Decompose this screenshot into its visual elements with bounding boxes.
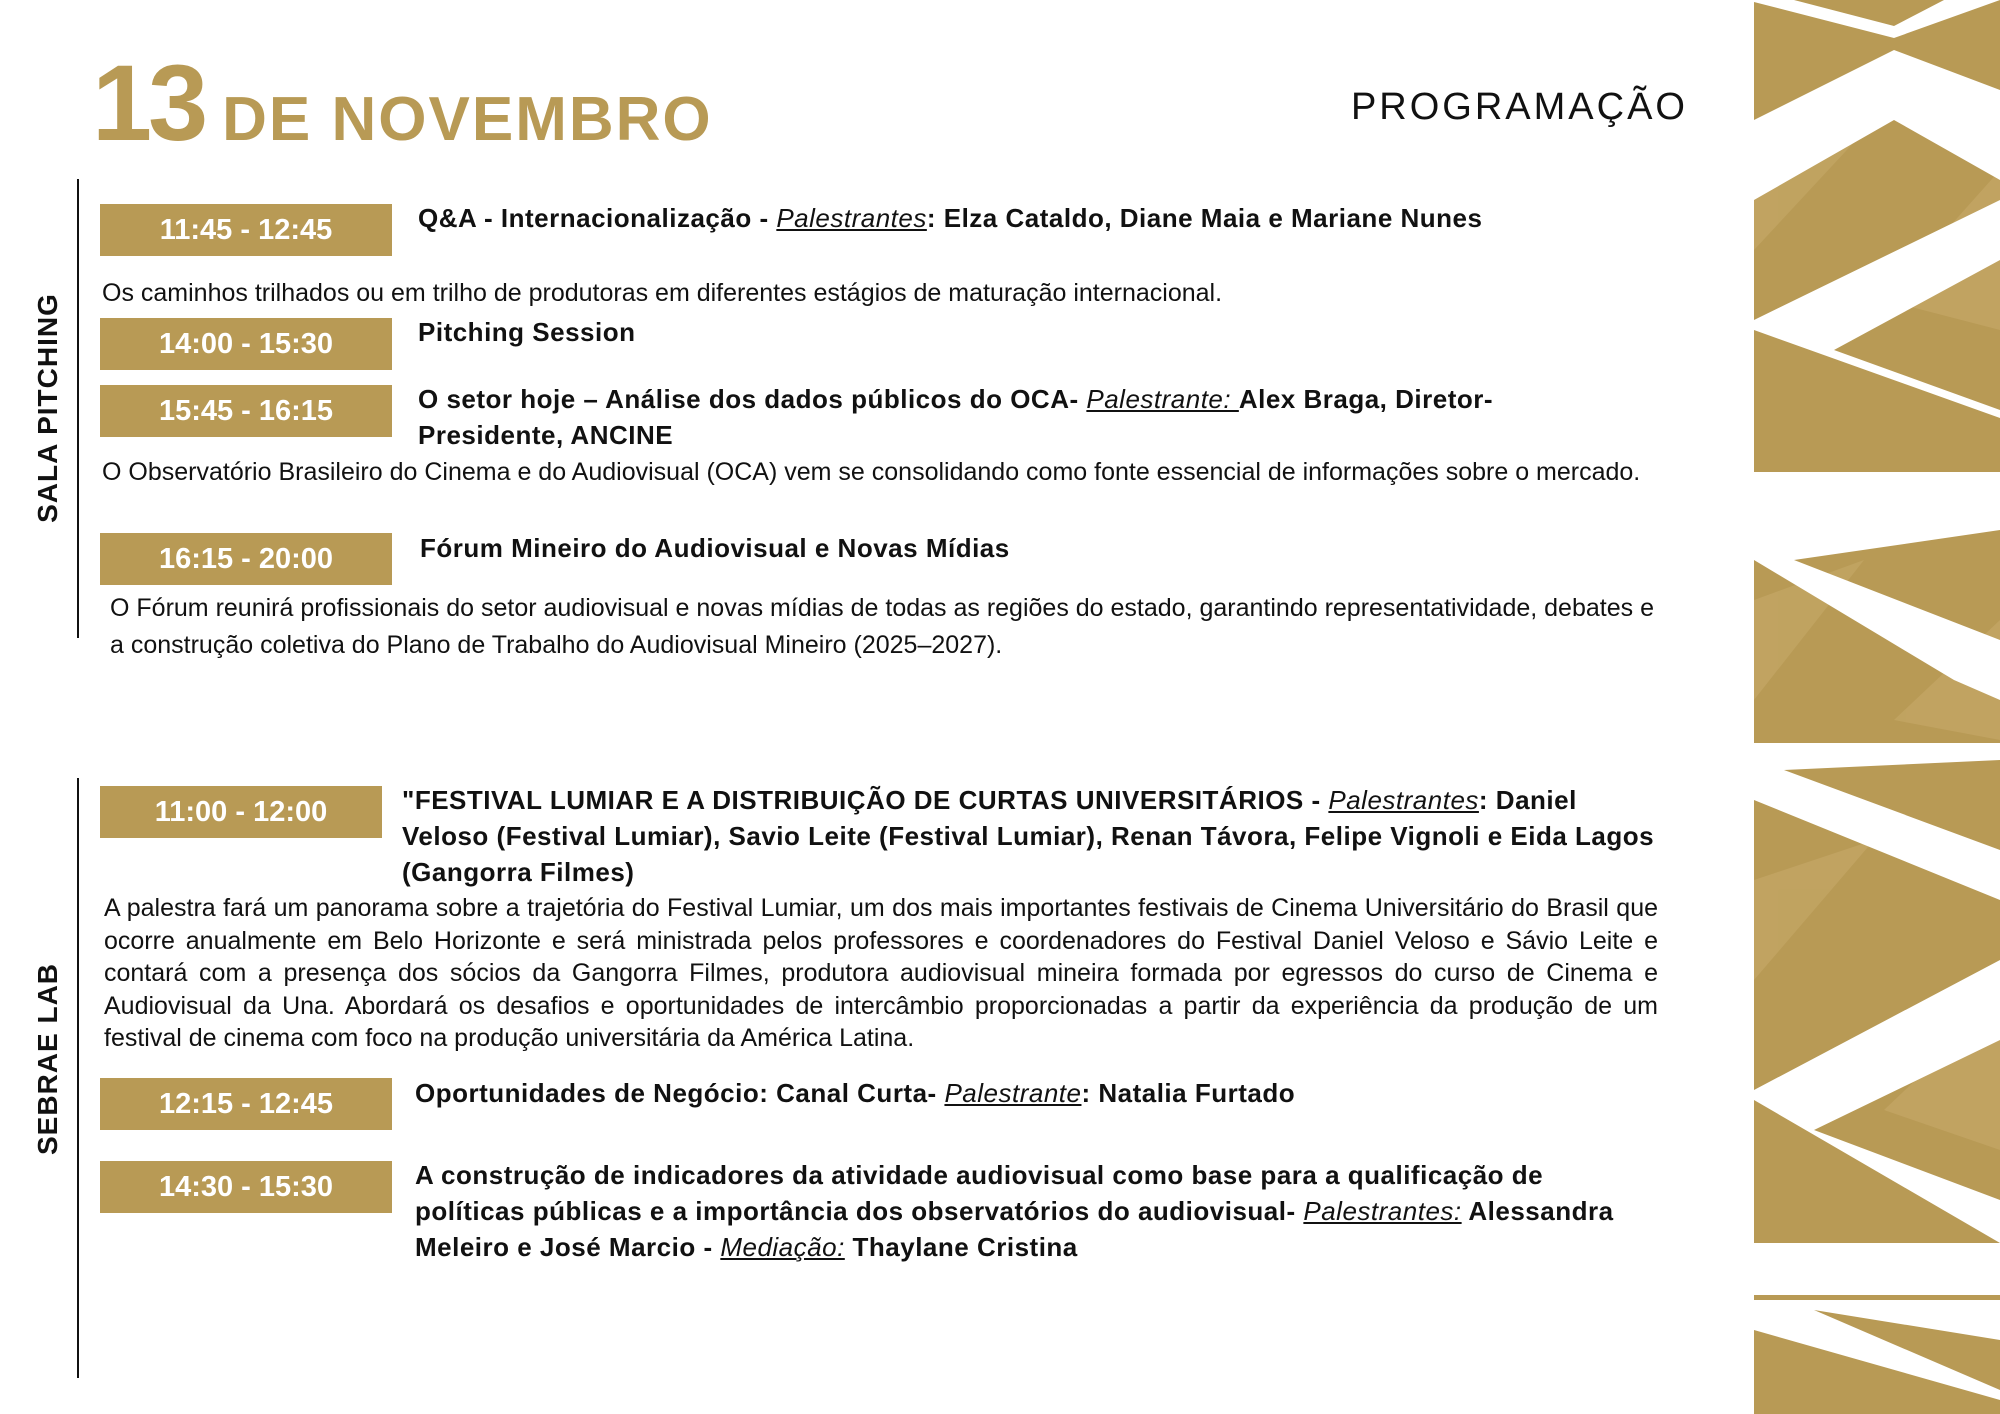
decorative-pattern — [1754, 0, 2000, 1414]
room-divider-line — [77, 778, 79, 1378]
speakers-names: : Natalia Furtado — [1081, 1078, 1296, 1108]
section-title: PROGRAMAÇÃO — [1350, 86, 1688, 128]
event-title — [415, 1157, 1645, 1265]
event-title: Fórum Mineiro do Audiovisual e Novas Mídias — [420, 533, 1010, 563]
event-title: Pitching Session — [418, 317, 636, 347]
mediator-name: Thaylane Cristina — [844, 1232, 1078, 1262]
time-slot: 16:15 - 20:00 — [100, 533, 392, 585]
speakers-names: : Daniel Veloso (Festival Lumiar), Savio Leite (Festival Lumiar), Renan Távora, Felipe Vignoli e Eida Lagos (Gangorra Filmes) — [402, 785, 1655, 887]
event-title — [402, 782, 1658, 890]
event-title — [418, 381, 1588, 453]
time-slot: 12:15 - 12:45 — [100, 1078, 392, 1130]
speakers-names: Alex Braga, Diretor-Presidente, ANCINE — [418, 384, 1494, 450]
event-title-text: Oportunidades de Negócio: Canal Curta- — [415, 1078, 945, 1108]
event-title — [415, 1075, 1655, 1111]
event-title-text: A construção de indicadores da atividade audiovisual como base para a qualificação de políticas públicas e a importância dos observatórios do audiovisual- — [415, 1160, 1544, 1226]
speakers-names: Alessandra Meleiro e José Marcio - — [415, 1196, 1614, 1262]
room-label-sala-pitching: SALA PITCHING — [32, 293, 63, 523]
speakers-label: Palestrantes — [776, 203, 927, 233]
speakers-label: Palestrante — [944, 1078, 1082, 1108]
speakers-label: Palestrantes — [1328, 785, 1479, 815]
event-description: A palestra fará um panorama sobre a trajetória do Festival Lumiar, um dos mais importantes festivais de Cinema Universitário do Brasil que ocorre anualmente em Belo Horizonte e será ministrada pelos professores e coordenadores do Festival Daniel Veloso e Sávio Leite e contará com a presença dos sócios da Gangorra Filmes, produtora audiovisual mineira formada por egressos do curso de Cinema e Audiovisual da Una. Abordará os desafios e oportunidades de intercâmbio proporcionadas a partir da experiência da produção de um festival de cinema com foco na produção universitária da América Latina. — [104, 894, 1658, 1052]
time-slot: 15:45 - 16:15 — [100, 385, 392, 437]
event-title — [418, 200, 1658, 236]
day-number: 13 — [92, 42, 205, 163]
event-description: O Fórum reunirá profissionais do setor audiovisual e novas mídias de todas as regiões do estado, garantindo representatividade, debates e a construção coletiva do Plano de Trabalho do Audiovisual Mineiro (2025–2027). — [110, 594, 1654, 659]
speakers-names: : Elza Cataldo, Diane Maia e Mariane Nunes — [926, 203, 1483, 233]
speakers-label: Palestrante: — [1086, 384, 1239, 414]
time-slot: 11:00 - 12:00 — [100, 786, 382, 838]
time-slot: 14:00 - 15:30 — [100, 318, 392, 370]
speakers-label: Palestrantes: — [1303, 1196, 1462, 1226]
event-title-text: Q&A - Internacionalização - — [418, 203, 777, 233]
event-title-text: O setor hoje – Análise dos dados públicos do OCA- — [418, 384, 1087, 414]
month-label: DE NOVEMBRO — [222, 85, 713, 154]
event-title-text: "FESTIVAL LUMIAR E A DISTRIBUIÇÃO DE CURTAS UNIVERSITÁRIOS - — [402, 785, 1329, 815]
time-slot: 11:45 - 12:45 — [100, 204, 392, 256]
page-date — [92, 40, 713, 165]
event-description: Os caminhos trilhados ou em trilho de produtoras em diferentes estágios de maturação internacional. — [102, 279, 1223, 307]
room-divider-line — [77, 179, 79, 638]
room-label-sebrae-lab: SEBRAE LAB — [32, 962, 63, 1156]
mediation-label: Mediação: — [720, 1232, 845, 1262]
time-slot: 14:30 - 15:30 — [100, 1161, 392, 1213]
event-description: O Observatório Brasileiro do Cinema e do Audiovisual (OCA) vem se consolidando como fonte essencial de informações sobre o mercado. — [102, 458, 1641, 486]
